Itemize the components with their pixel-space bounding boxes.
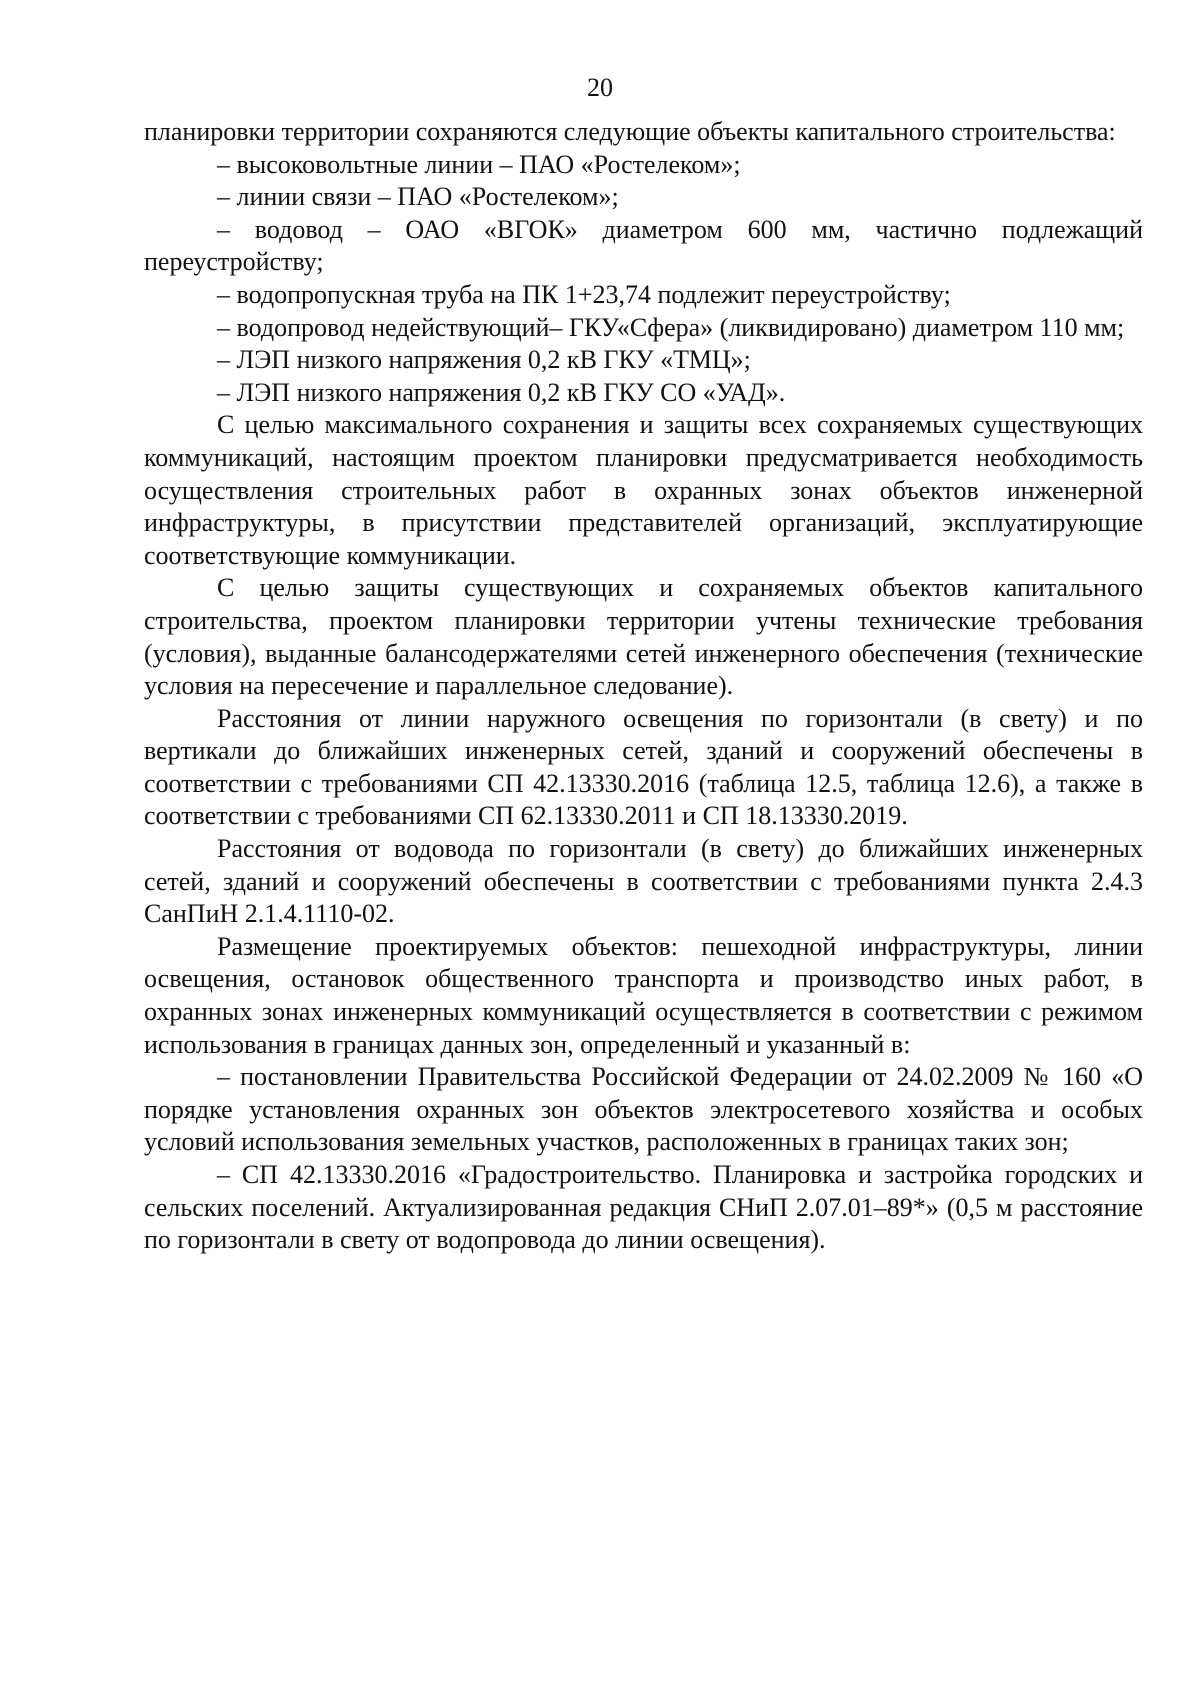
- list-item-communication-lines: – линии связи – ПАО «Ростелеком»;: [217, 182, 619, 212]
- list-item-inactive-water-pipe: – водопровод недействующий– ГКУ«Сфера» (ликвидировано) диаметром 110 мм;: [217, 312, 1125, 342]
- paragraph-protection-works: С целью максимального сохранения и защиты всех сохраняемых существующих коммуникаций, настоящим проектом планировки предусматривается необходимость осуществления строительных работ в охранных зонах объектов инженерной инфраструктуры, в присутствии представителей организаций, эксплуатирующие соответствующие коммуникации.: [144, 410, 1143, 570]
- paragraph-placement-regime: Размещение проектируемых объектов: пешеходной инфраструктуры, линии освещения, остановок общественного транспорта и производство иных работ, в охранных зонах инженерных коммуникаций осуществляется в соответствии с режимом использования в границах данных зон, определенный и указанный в:: [144, 931, 1143, 1059]
- page-number: 20: [587, 73, 613, 102]
- list-item-power-line-uad: – ЛЭП низкого напряжения 0,2 кВ ГКУ СО «УАД».: [217, 377, 786, 407]
- list-item-power-line-tmc: – ЛЭП низкого напряжения 0,2 кВ ГКУ «ТМЦ»;: [217, 345, 751, 375]
- paragraph-technical-requirements: С целью защиты существующих и сохраняемых объектов капитального строительства, проектом планировки территории учтены технические требования (условия), выданные балансодержателями сетей инженерного обеспечения (технические условия на пересечение и параллельное следование).: [144, 573, 1143, 701]
- paragraph-lighting-distances: Расстояния от линии наружного освещения по горизонтали (в свету) и по вертикали до ближайших инженерных сетей, зданий и сооружений обеспечены в соответствии с требованиями СП 42.13330.2016 (таблица 12.5, таблица 12.6), а также в соответствии с требованиями СП 62.13330.2011 и СП 18.13330.2019.: [144, 703, 1143, 831]
- list-item-high-voltage-lines: – высоковольтные линии – ПАО «Ростелеком»;: [217, 149, 741, 179]
- paragraph-water-distances: Расстояния от водовода по горизонтали (в свету) до ближайших инженерных сетей, зданий и сооружений обеспечены в соответствии с требованиями пункта 2.4.3 СанПиН 2.1.4.1110-02.: [144, 834, 1143, 929]
- list-item-water-conduit: – водовод – ОАО «ВГОК» диаметром 600 мм, частично подлежащий переустройству;: [144, 214, 1143, 277]
- list-item-culvert-pipe: – водопропускная труба на ПК 1+23,74 подлежит переустройству;: [217, 279, 951, 309]
- list-item-government-resolution: – постановлении Правительства Российской Федерации от 24.02.2009 № 160 «О порядке установления охранных зон объектов электросетевого хозяйства и особых условий использования земельных участков, расположенных в границах таких зон;: [144, 1062, 1143, 1157]
- document-body: [144, 116, 1143, 1257]
- list-item-sp-standard: – СП 42.13330.2016 «Градостроительство. Планировка и застройка городских и сельских поселений. Актуализированная редакция СНиП 2.07.01–89*» (0,5 м расстояние по горизонтали в свету от водопровода до линии освещения).: [144, 1160, 1143, 1255]
- paragraph-continuation: планировки территории сохраняются следующие объекты капитального строительства:: [144, 117, 1116, 146]
